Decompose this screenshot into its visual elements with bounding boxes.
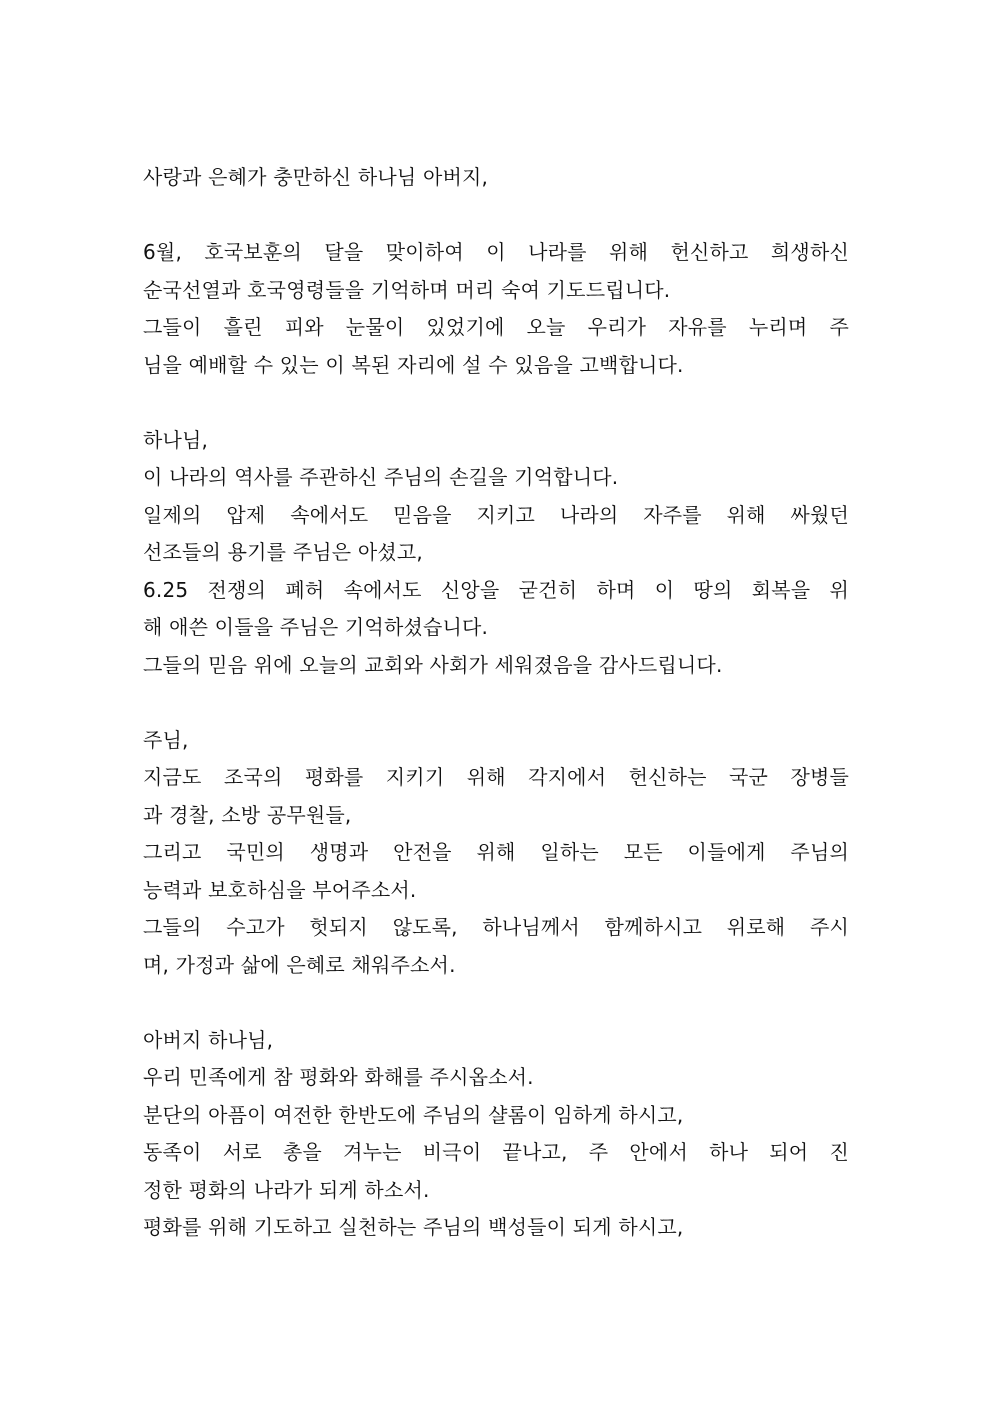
paragraph-2 xyxy=(143,422,849,685)
text-line: 순국선열과 호국영령들을 기억하며 머리 숙여 기도드립니다. xyxy=(143,277,671,302)
text-line: 동족이 서로 총을 겨누는 비극이 끝나고, 주 안에서 하나 되어 진 xyxy=(143,1140,849,1164)
text-line: 그들이 흘린 피와 눈물이 있었기에 오늘 우리가 자유를 누리며 주 xyxy=(143,315,849,339)
text-line: 아버지 하나님, xyxy=(143,1027,274,1052)
paragraph-1 xyxy=(143,234,849,384)
paragraph-spacer xyxy=(143,197,849,235)
text-line: 능력과 보호하심을 부어주소서. xyxy=(143,877,417,902)
text-line: 님을 예배할 수 있는 이 복된 자리에 설 수 있음을 고백합니다. xyxy=(143,352,684,377)
text-line: 과 경찰, 소방 공무원들, xyxy=(143,802,352,827)
text-line: 지금도 조국의 평화를 지키기 위해 각지에서 헌신하는 국군 장병들 xyxy=(143,765,849,789)
text-line: 며, 가정과 삶에 은혜로 채워주소서. xyxy=(143,952,456,977)
text-line: 이 나라의 역사를 주관하신 주님의 손길을 기억합니다. xyxy=(143,465,619,489)
text-line: 그리고 국민의 생명과 안전을 위해 일하는 모든 이들에게 주님의 xyxy=(143,840,849,864)
text-line: 정한 평화의 나라가 되게 하소서. xyxy=(143,1177,430,1202)
text-line: 일제의 압제 속에서도 믿음을 지키고 나라의 자주를 위해 싸웠던 xyxy=(143,502,849,527)
text-line: 그들의 믿음 위에 오늘의 교회와 사회가 세워졌음을 감사드립니다. xyxy=(143,652,723,677)
text-line: 6월, 호국보훈의 달을 맞이하여 이 나라를 위해 헌신하고 희생하신 xyxy=(143,240,849,264)
text-line: 우리 민족에게 참 평화와 화해를 주시옵소서. xyxy=(143,1065,534,1089)
text-line: 평화를 위해 기도하고 실천하는 주님의 백성들이 되게 하시고, xyxy=(143,1215,684,1239)
text-line: 선조들의 용기를 주님은 아셨고, xyxy=(143,540,423,564)
text-line: 그들의 수고가 헛되지 않도록, 하나님께서 함께하시고 위로해 주시 xyxy=(143,915,849,939)
text-line: 주님, xyxy=(143,727,189,752)
paragraph-4 xyxy=(143,1022,849,1247)
document-page xyxy=(143,159,849,1247)
paragraph-3 xyxy=(143,722,849,985)
salutation-line: 사랑과 은혜가 충만하신 하나님 아버지, xyxy=(143,165,489,189)
text-line: 해 애쓴 이들을 주님은 기억하셨습니다. xyxy=(143,615,489,639)
text-line: 분단의 아픔이 여전한 한반도에 주님의 샬롬이 임하게 하시고, xyxy=(143,1102,684,1127)
paragraph-spacer xyxy=(143,684,849,722)
text-line: 6.25 전쟁의 폐허 속에서도 신앙을 굳건히 하며 이 땅의 회복을 위 xyxy=(143,577,849,602)
paragraph-spacer xyxy=(143,984,849,1022)
paragraph-spacer xyxy=(143,384,849,422)
text-line: 하나님, xyxy=(143,427,209,452)
